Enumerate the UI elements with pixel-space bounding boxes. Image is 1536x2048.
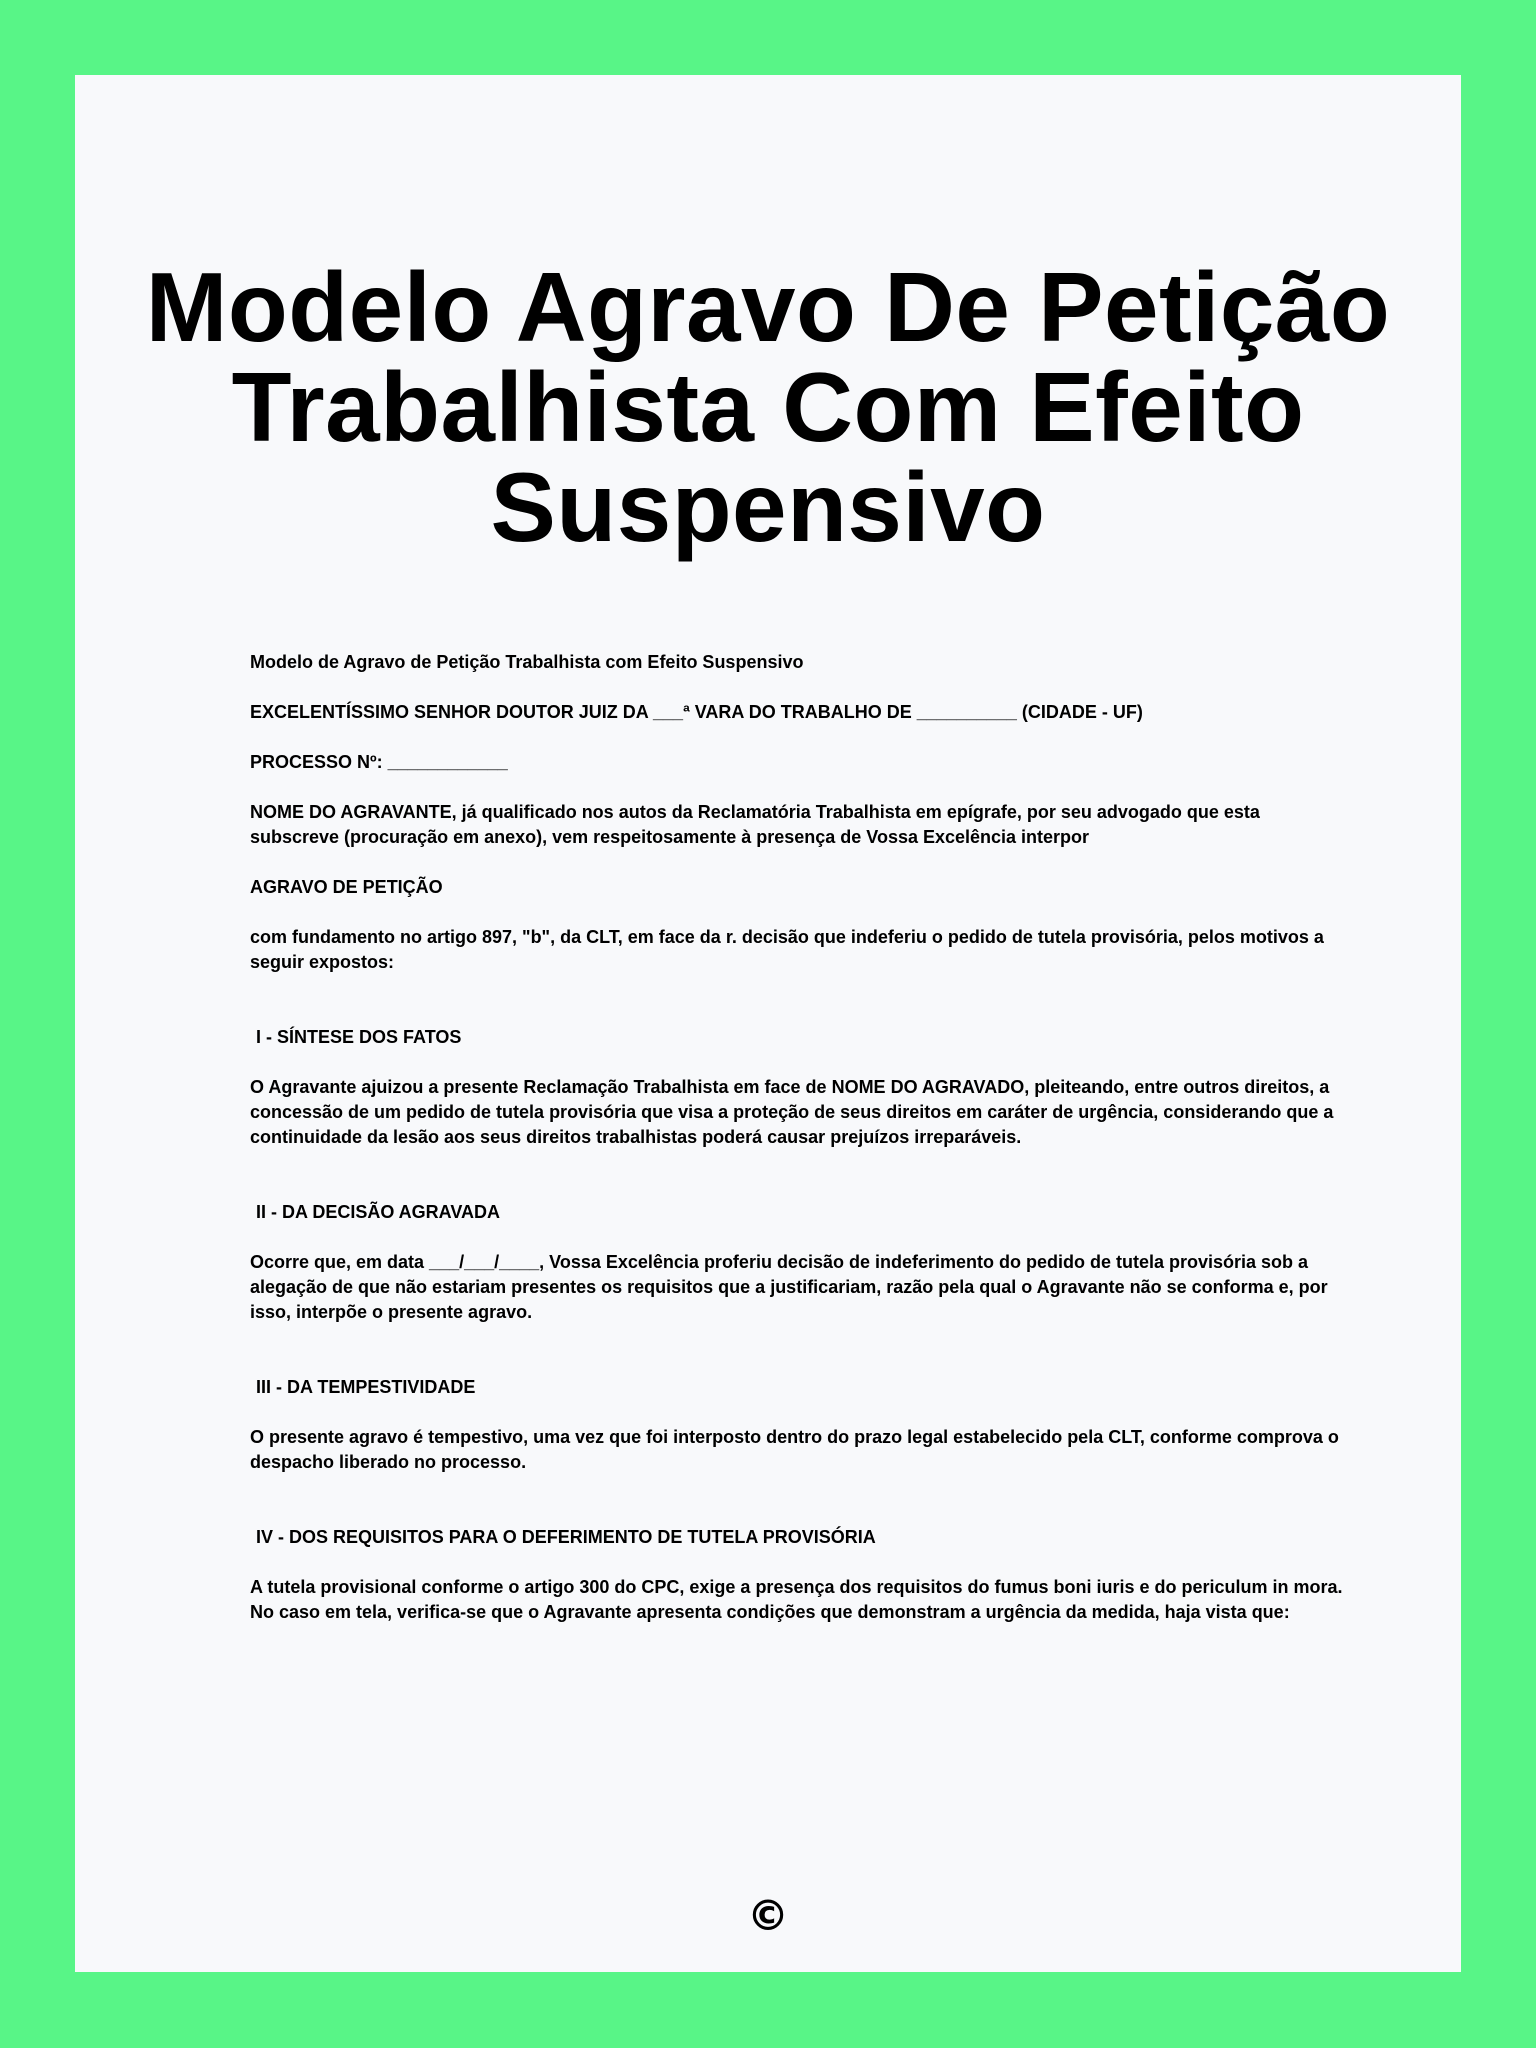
requirements-paragraph: A tutela provisional conforme o artigo 300 do CPC, exige a presença dos requisitos do fumus boni iuris e do periculum in mora. No caso em tela, verifica-se que o Agravante apresenta condições que demonstram a urgência da medida, haja vista que: xyxy=(250,1577,1343,1622)
legal-basis-paragraph: com fundamento no artigo 897, "b", da CLT, em face da r. decisão que indeferiu o pedido de tutela provisória, pelos motivos a seguir expostos: xyxy=(250,927,1324,972)
copyright-symbol: © xyxy=(747,1891,789,1940)
section-heading-facts: I - SÍNTESE DOS FATOS xyxy=(256,1027,462,1047)
petition-type: AGRAVO DE PETIÇÃO xyxy=(250,877,443,897)
document-title: Modelo Agravo De Petição Trabalhista Com Efeito Suspensivo xyxy=(145,252,1391,562)
decision-paragraph: Ocorre que, em data ___/___/____, Vossa Excelência proferiu decisão de indeferimento do pedido de tutela provisória sob a alegação de que não estariam presentes os requisitos que a justificariam, razão pela qual o Agravante não se conforma e, por isso, interpõe o presente agravo. xyxy=(250,1252,1328,1322)
opening-paragraph: NOME DO AGRAVANTE, já qualificado nos autos da Reclamatória Trabalhista em epígrafe, por seu advogado que esta subscreve (procuração em anexo), vem respeitosamente à presença de Vossa Excelência interpor xyxy=(250,802,1260,847)
document-page xyxy=(75,75,1461,1972)
process-number: PROCESSO Nº: ____________ xyxy=(250,752,508,772)
section-heading-decision: II - DA DECISÃO AGRAVADA xyxy=(256,1202,501,1222)
document-body xyxy=(250,650,1350,1650)
addressee: EXCELENTÍSSIMO SENHOR DOUTOR JUIZ DA ___ª VARA DO TRABALHO DE __________ (CIDADE - UF) xyxy=(250,702,1143,722)
intro-title: Modelo de Agravo de Petição Trabalhista com Efeito Suspensivo xyxy=(250,652,804,672)
section-heading-requirements: IV - DOS REQUISITOS PARA O DEFERIMENTO DE TUTELA PROVISÓRIA xyxy=(256,1527,876,1547)
facts-paragraph: O Agravante ajuizou a presente Reclamação Trabalhista em face de NOME DO AGRAVADO, pleiteando, entre outros direitos, a concessão de um pedido de tutela provisória que visa a proteção de seus direitos em caráter de urgência, considerando que a continuidade da lesão aos seus direitos trabalhistas poderá causar prejuízos irreparáveis. xyxy=(250,1077,1334,1147)
timeliness-paragraph: O presente agravo é tempestivo, uma vez que foi interposto dentro do prazo legal estabelecido pela CLT, conforme comprova o despacho liberado no processo. xyxy=(250,1427,1339,1472)
section-heading-timeliness: III - DA TEMPESTIVIDADE xyxy=(256,1377,476,1397)
